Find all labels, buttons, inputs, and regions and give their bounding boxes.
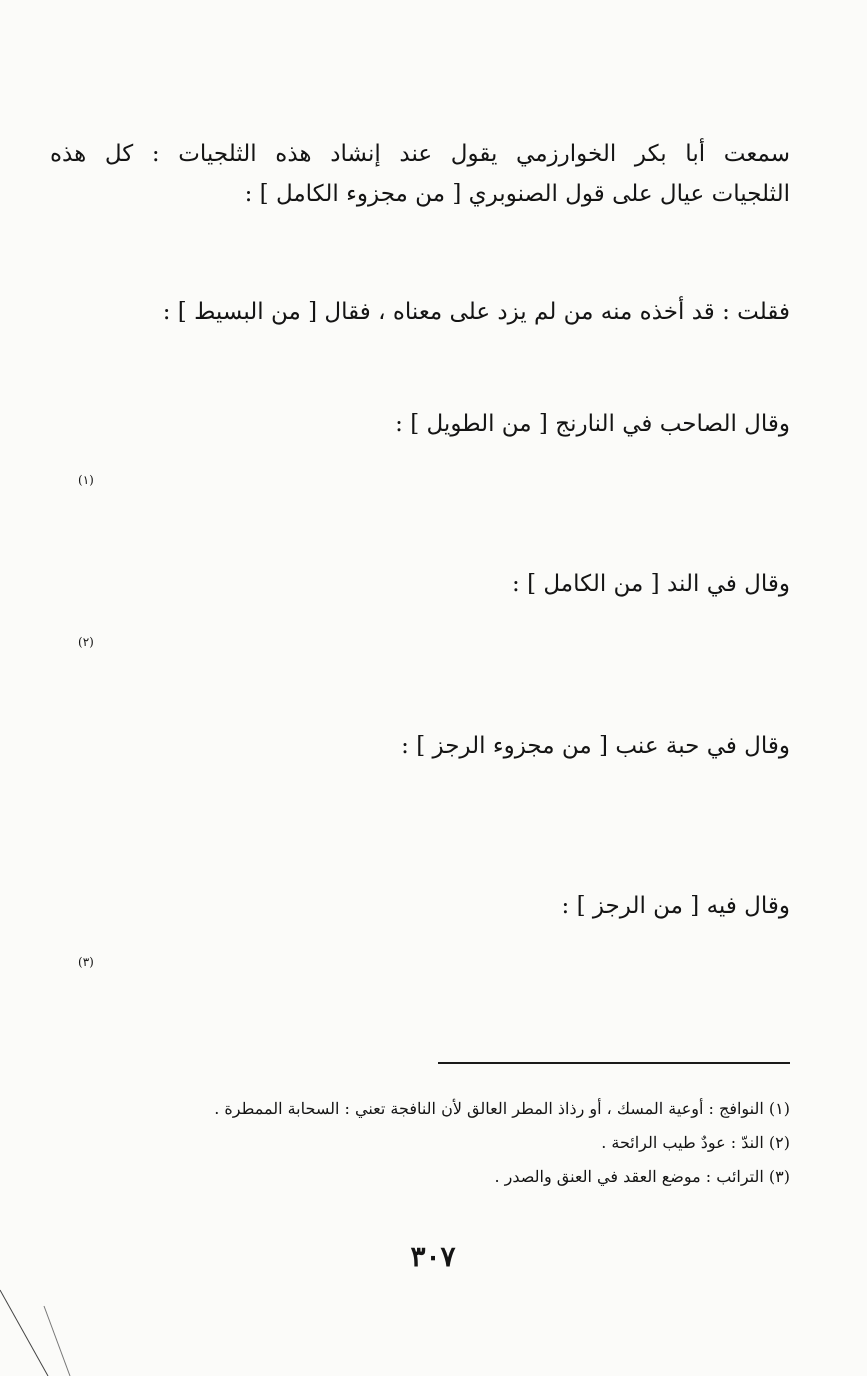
footnote-ref-2[interactable]: (٢) — [78, 635, 94, 649]
scan-line — [44, 1306, 70, 1376]
intro-line-2: الثلجيات عيال على قول الصنوبري [ من مجزوء الكامل ] : — [244, 181, 790, 207]
footnote-ref-1[interactable]: (١) — [78, 473, 94, 487]
footnote-1: (١) النوافج : أوعية المسك ، أو رذاذ المطر العالق لأن النافجة تعني : السحابة الممطرة . — [214, 1099, 790, 1118]
paragraph-5: وقال في حبة عنب [ من مجزوء الرجز ] : — [401, 733, 790, 759]
intro-line-1: سمعت أبا بكر الخوارزمي يقول عند إنشاد هذه الثلجيات : كل هذه — [50, 141, 790, 167]
paragraph-2: فقلت : قد أخذه منه من لم يزد على معناه ، فقال [ من البسيط ] : — [162, 299, 790, 325]
page-number: ٣٠٧ — [410, 1240, 456, 1273]
scan-line — [0, 1290, 48, 1376]
footnote-3: (٣) الترائب : موضع العقد في العنق والصدر . — [494, 1167, 790, 1186]
paragraph-6: وقال فيه [ من الرجز ] : — [561, 893, 790, 919]
footnote-divider — [438, 1062, 790, 1064]
scan-edge-marks — [0, 1260, 120, 1376]
paragraph-3: وقال الصاحب في النارنج [ من الطويل ] : — [395, 411, 790, 437]
footnote-2: (٢) الندّ : عودٌ طيب الرائحة . — [601, 1133, 790, 1152]
footnote-ref-3[interactable]: (٣) — [78, 955, 94, 969]
paragraph-4: وقال في الند [ من الكامل ] : — [512, 571, 790, 597]
